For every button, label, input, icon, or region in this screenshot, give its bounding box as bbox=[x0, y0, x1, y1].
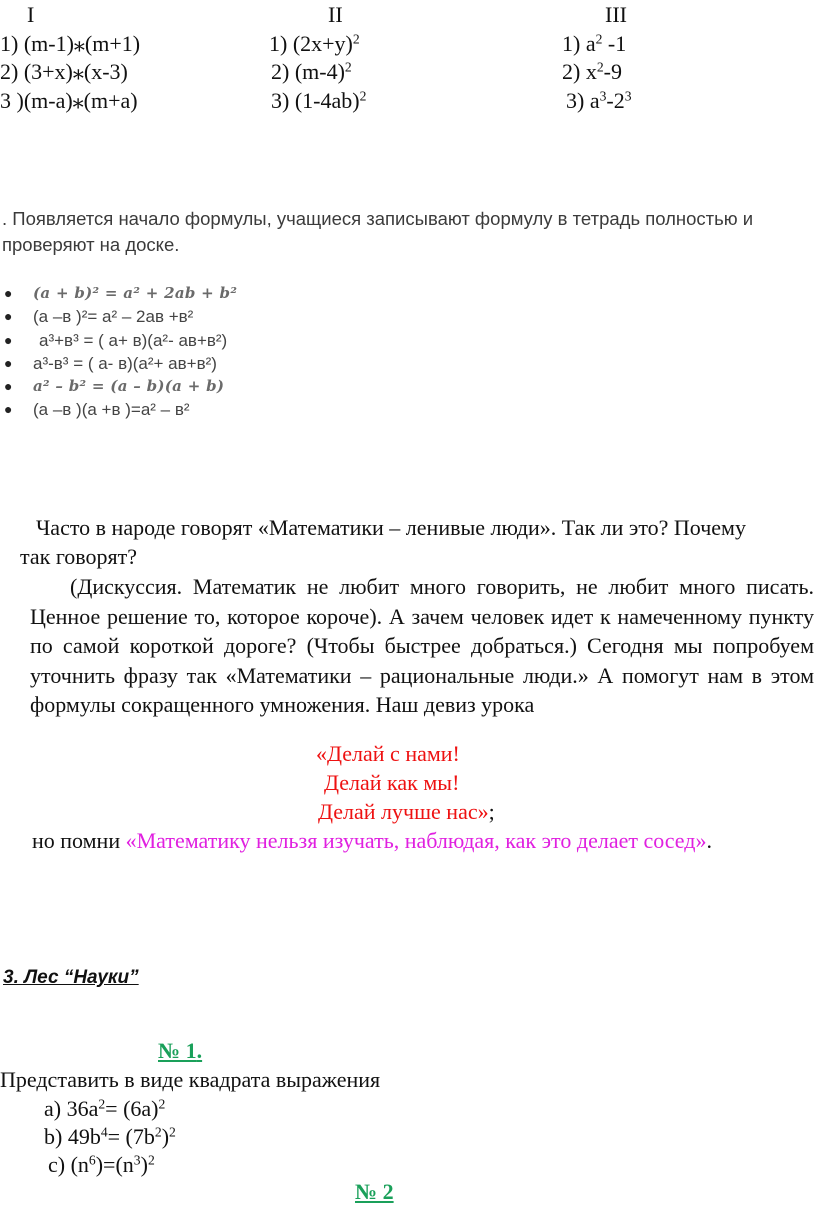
question-line-1: Часто в народе говорят «Математики – ленивые люди». Так ли это? Почему bbox=[36, 515, 746, 540]
formula-difference-of-cubes: а³-в³ = ( а- в)(а²+ ав+в²) bbox=[33, 353, 217, 373]
col2-item-2: 2) $(m-4)^2$ bbox=[271, 59, 352, 84]
discussion-paragraph: (Дискуссия. Математик не любит много говорить, не любит много писать. Ценное решение то, которое короче). А зачем человек идет к намеченному пункту по самой короткой дороге? (Чтобы быстрее добраться.) Сегодня мы попробуем уточнить фразу так «Математики – рациональные люди.» А помогут нам в этом формулы сокращенного умножения. Наш девиз урока bbox=[30, 574, 814, 717]
formula-product-of-sum-and-difference: (а –в )(а +в )=а² – в² bbox=[33, 400, 190, 420]
col3-item-1: 1) $a^2$ -1 bbox=[562, 31, 627, 56]
task-1-heading: № 1. bbox=[158, 1038, 203, 1063]
col1-item-1: 1) (m-1)⁎(m+1) bbox=[0, 31, 141, 56]
bullet-icon: ● bbox=[4, 331, 13, 348]
formula-square-of-difference: (а –в )²= а² – 2ав +в² bbox=[33, 307, 194, 327]
formula-image-difference-of-squares: a² – b² = (a – b)(a + b) bbox=[33, 377, 225, 396]
bullet-icon: ● bbox=[4, 285, 13, 301]
list-item bbox=[0, 352, 600, 375]
question-line-2: так говорят? bbox=[20, 544, 138, 569]
task-1-item-a: a) $36a^2= (6a)^2$ bbox=[44, 1096, 166, 1121]
remember-line: но помни «Математику нельзя изучать, наблюдая, как это делает сосед». bbox=[32, 828, 712, 853]
col1-item-3: 3 )(m-a)⁎(m+a) bbox=[0, 88, 138, 113]
list-item bbox=[0, 398, 600, 421]
list-item bbox=[0, 329, 600, 352]
motto-line-2: Делай как мы! bbox=[324, 770, 460, 795]
task-1-item-c: c) $(n^6)=(n^3)^2$ bbox=[48, 1152, 155, 1177]
formula-image-square-of-sum: (a + b)² = a² + 2ab + b² bbox=[33, 284, 238, 302]
instruction-text: . Появляется начало формулы, учащиеся записывают формулу в тетрадь полностью и проверяют на доске. bbox=[2, 208, 754, 255]
task-1-item-b: b) $49b^4= (7b^2)^2$ bbox=[44, 1124, 176, 1149]
task-1-text: Представить в виде квадрата выражения bbox=[0, 1067, 381, 1092]
bullet-icon: ● bbox=[4, 401, 13, 418]
col3-item-3: 3) $a^3-2^3$ bbox=[566, 88, 632, 113]
list-item bbox=[0, 305, 600, 328]
list-item bbox=[0, 282, 600, 305]
col1-item-2: 2) (3+x)⁎(x-3) bbox=[0, 59, 128, 84]
section-title: 3. Лес “Науки” bbox=[3, 967, 139, 988]
motto-line-1: «Делай с нами! bbox=[316, 741, 460, 766]
bullet-icon: ● bbox=[4, 378, 13, 395]
column-header-3: III bbox=[605, 2, 627, 27]
col2-item-3: 3) $(1-4ab)^2$ bbox=[271, 88, 367, 113]
bullet-icon: ● bbox=[4, 354, 13, 371]
bullet-icon: ● bbox=[4, 308, 13, 325]
column-header-1: I bbox=[27, 2, 35, 27]
task-2-heading: № 2 bbox=[355, 1179, 394, 1204]
col3-item-2: 2) $x^2-9$ bbox=[562, 59, 622, 84]
col2-item-1: 1) $(2x+y)^2$ bbox=[269, 31, 360, 56]
list-item bbox=[0, 375, 600, 398]
column-header-2: II bbox=[328, 2, 343, 27]
formula-sum-of-cubes: а³+в³ = ( а+ в)(а²- ав+в²) bbox=[39, 330, 228, 350]
motto-line-3: Делай лучше нас»; bbox=[318, 799, 495, 824]
formula-list bbox=[0, 282, 600, 422]
